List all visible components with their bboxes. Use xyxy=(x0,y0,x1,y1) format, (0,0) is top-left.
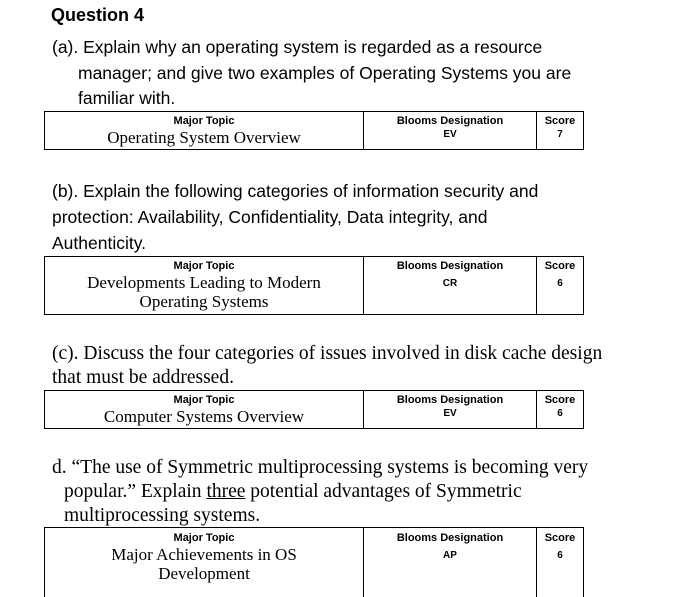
score-value: 6 xyxy=(557,550,563,561)
question-b-line-1: (b). Explain the following categories of information security and xyxy=(52,181,539,201)
major-topic-value: Operating System Overview xyxy=(107,128,301,147)
score-cell xyxy=(536,257,583,314)
major-topic-value-2: Development xyxy=(158,564,250,583)
blooms-cell xyxy=(363,528,536,597)
question-c-table xyxy=(44,390,584,429)
question-title: Question 4 xyxy=(51,5,145,25)
score-label: Score xyxy=(544,260,576,272)
major-topic-value: Computer Systems Overview xyxy=(103,407,305,426)
question-c-line-2: that must be addressed. xyxy=(52,367,234,388)
blooms-value: EV xyxy=(443,129,457,140)
score-cell xyxy=(536,528,583,597)
blooms-cell xyxy=(363,391,536,428)
score-value: 6 xyxy=(557,278,563,289)
blooms-label: Blooms Designation xyxy=(396,260,504,272)
question-a-line-2: manager; and give two examples of Operating Systems you are xyxy=(78,63,572,83)
question-d-text-a: popular.” Explain xyxy=(64,481,202,502)
blooms-cell xyxy=(363,257,536,314)
major-topic-value-2: Operating Systems xyxy=(139,292,269,311)
blooms-label: Blooms Designation xyxy=(396,115,504,127)
question-a-table xyxy=(44,111,584,150)
major-topic-label: Major Topic xyxy=(173,260,235,272)
blooms-label: Blooms Designation xyxy=(396,394,504,406)
major-topic-cell xyxy=(45,112,363,149)
major-topic-cell xyxy=(45,391,363,428)
question-d-line-2 xyxy=(64,480,522,504)
major-topic-value: Major Achievements in OS xyxy=(111,545,297,564)
question-c-line-1: (c). Discuss the four categories of issues involved in disk cache design xyxy=(52,343,603,364)
blooms-value: AP xyxy=(443,550,457,561)
blooms-value: CR xyxy=(442,278,458,289)
major-topic-label: Major Topic xyxy=(173,532,235,544)
score-value: 7 xyxy=(557,129,563,140)
major-topic-label: Major Topic xyxy=(173,394,235,406)
question-d-underlined: three xyxy=(206,481,246,502)
major-topic-label: Major Topic xyxy=(173,115,235,127)
question-d-line-1: d. “The use of Symmetric multiprocessing systems is becoming very xyxy=(52,457,589,478)
major-topic-cell xyxy=(45,257,363,314)
question-a-line-1: (a). Explain why an operating system is regarded as a resource xyxy=(52,37,543,57)
score-label: Score xyxy=(544,532,576,544)
question-d-line-3: multiprocessing systems. xyxy=(64,505,261,526)
question-d-text-b: potential advantages of Symmetric xyxy=(250,481,522,502)
question-b-line-3: Authenticity. xyxy=(52,233,147,253)
major-topic-cell xyxy=(45,528,363,597)
blooms-value: EV xyxy=(443,408,457,419)
blooms-label: Blooms Designation xyxy=(396,532,504,544)
score-value: 6 xyxy=(557,408,563,419)
question-b-table xyxy=(44,256,584,315)
score-label: Score xyxy=(544,394,576,406)
question-b-line-2: protection: Availability, Confidentiality, Data integrity, and xyxy=(52,207,488,227)
question-a-line-3: familiar with. xyxy=(78,88,176,108)
score-cell xyxy=(536,112,583,149)
question-d-table xyxy=(44,527,584,597)
score-label: Score xyxy=(544,115,576,127)
score-cell xyxy=(536,391,583,428)
blooms-cell xyxy=(363,112,536,149)
major-topic-value: Developments Leading to Modern xyxy=(87,273,321,292)
